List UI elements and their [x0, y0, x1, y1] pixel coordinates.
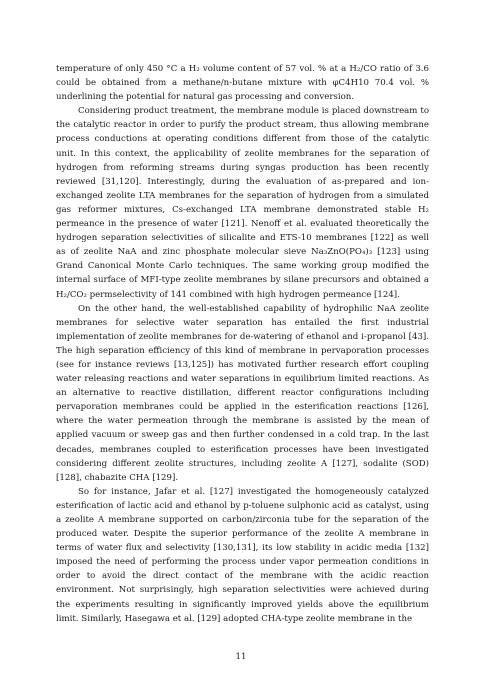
page-body [56, 62, 429, 626]
paragraph-continuation: temperature of only 450 °C a H₂ volume content of 57 vol. % at a H₂/CO ratio of 3.6 could be obtained from a methane/n-butane mixture with φC4H10 70.4 vol. % underlining the potential for natural gas processing and conversion. [56, 64, 429, 103]
paragraph-product-treatment: Considering product treatment, the membrane module is placed downstream to the catalytic reactor in order to purify the product stream, thus allowing membrane process conductions at operating conditions different from those of the catalytic unit. In this context, the applicability of zeolite membranes for the separation of hydrogen from reforming streams during syngas production has been recently reviewed [31,120]. Interestingly, during the evaluation of as-prepared and ion-exchanged zeolite LTA membranes for the separation of hydrogen from a simulated gas reformer mixtures, Cs-exchanged LTA membrane demonstrated stable H₂ permeance in the presence of water [121]. Nenoff et al. evaluated theoretically the hydrogen separation selectivities of silicalite and ETS-10 membranes [122] as well as of zeolite NaA and zinc phosphate molecular sieve Na₃ZnO(PO₄)₃ [123] using Grand Canonical Monte Carlo techniques. The same working group modified the internal surface of MFI-type zeolite membranes by silane precursors and obtained a H₂/CO₂ permselectivity of 141 combined with high hydrogen permeance [124]. [56, 106, 429, 300]
paragraph-naa-membranes: On the other hand, the well-established capability of hydrophilic NaA zeolite membranes for selective water separation has entailed the first industrial implementation of zeolite membranes for de-watering of ethanol and i-propanol [43]. The high separation efficiency of this kind of membrane in pervaporation processes (see for instance reviews [13,125]) has motivated further research effort coupling water releasing reactions and water separations in equilibrium limited reactions. As an alternative to reactive distillation, different reactor configurations including pervaporation membranes could be applied in the esterification reactions [126], where the water permeation through the membrane is assisted by the mean of applied vacuum or sweep gas and then further condensed in a cold trap. In the last decades, membranes coupled to esterification processes have been investigated considering different zeolite structures, including zeolite A [127], sodalite (SOD) [128], chabazite CHA [129]. [56, 303, 429, 483]
paragraph-jafar-study: So for instance, Jafar et al. [127] investigated the homogeneously catalyzed esterification of lactic acid and ethanol by p-toluene sulphonic acid as catalyst, using a zeolite A membrane supported on carbon/zirconia tube for the separation of the produced water. Despite the superior performance of the zeolite A membrane in terms of water flux and selectivity [130,131], its low stability in acidic media [132] imposed the need of performing the process under vapor permeation conditions in order to avoid the direct contact of the membrane with the acidic reaction environment. Not surprisingly, high separation selectivities were achieved during the experiments resulting in significantly improved yields above the equilibrium limit. Similarly, Hasegawa et al. [129] adopted CHA-type zeolite membrane in the [56, 486, 429, 624]
page-number: 11 [235, 652, 247, 662]
